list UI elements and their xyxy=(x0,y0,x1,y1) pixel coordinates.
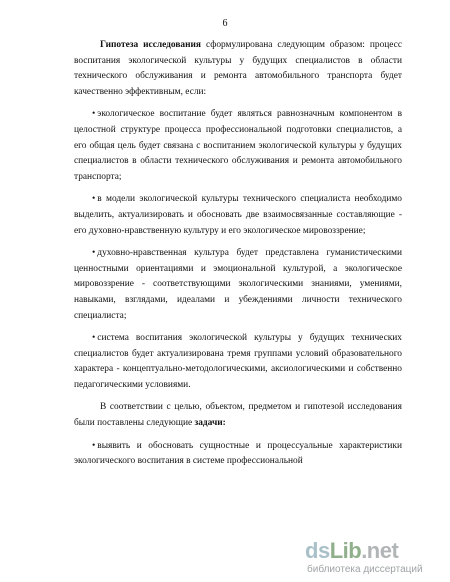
bullet-text: духовно-нравственная культура будет представлена гуманистическими ценностными ориентациями и эмоциональной культурой, а экологическое мировоззрение - соответствующими экологическими знаниями, умениями, навыками, взглядами, идеалами и убеждениями личности технического специалиста; xyxy=(74,248,402,321)
bullet-item-5 xyxy=(74,439,402,470)
watermark-logo xyxy=(305,538,398,564)
page-number: 6 xyxy=(222,18,228,29)
logo-net: .net xyxy=(361,538,399,563)
bullet-text: экологическое воспитание будет являться равнозначным компонентом в целостной структуре процесса профессиональной подготовки специалистов, а его общая цель будет связана с воспитанием экологической культуры у будущих специалистов в области технического обслуживания и ремонта автомобильного транспорта; xyxy=(74,109,402,182)
hypothesis-lead: Гипотеза исследования xyxy=(100,40,201,50)
bullet-icon: • xyxy=(92,248,96,259)
tasks-paragraph xyxy=(74,400,402,431)
hypothesis-paragraph xyxy=(74,38,402,100)
document-body xyxy=(74,38,402,477)
hypothesis-text: сформулирована следующим образом: процесс воспитания экологической культуры у будущих специалистов в области технического обслуживания и ремонта автомобильного транспорта будет качественно эффективным, если: xyxy=(74,40,402,97)
tasks-text: В соответствии с целью, объектом, предметом и гипотезой исследования были поставлены следующие xyxy=(74,402,402,429)
bullet-icon: • xyxy=(92,194,96,205)
bullet-item-1 xyxy=(74,107,402,185)
logo-ds: ds xyxy=(305,538,330,563)
dslib-watermark xyxy=(305,538,447,578)
bullet-item-4 xyxy=(74,331,402,393)
bullet-text: система воспитания экологической культуры у будущих технических специалистов будет актуализирована тремя группами условий образовательного характера - концептуально-методологическими, аксиологическими и собственно педагогическими условиями. xyxy=(74,333,402,390)
bullet-item-3 xyxy=(74,246,402,324)
bullet-icon: • xyxy=(92,440,96,451)
bullet-item-2 xyxy=(74,192,402,239)
logo-lib: Lib xyxy=(329,538,362,563)
bullet-icon: • xyxy=(92,109,96,120)
bullet-text: в модели экологической культуры технического специалиста необходимо выделить, актуализировать и обосновать две взаимосвязанные составляющие - его духовно-нравственную культуру и его экологическое мировоззрение; xyxy=(74,194,402,236)
tasks-label: задачи: xyxy=(194,418,226,429)
bullet-icon: • xyxy=(92,333,96,344)
bullet-text: выявить и обосновать сущностные и процессуальные характеристики экологического воспитания в системе профессиональной xyxy=(74,440,402,467)
watermark-subtitle: библиотека диссертаций xyxy=(307,564,423,575)
